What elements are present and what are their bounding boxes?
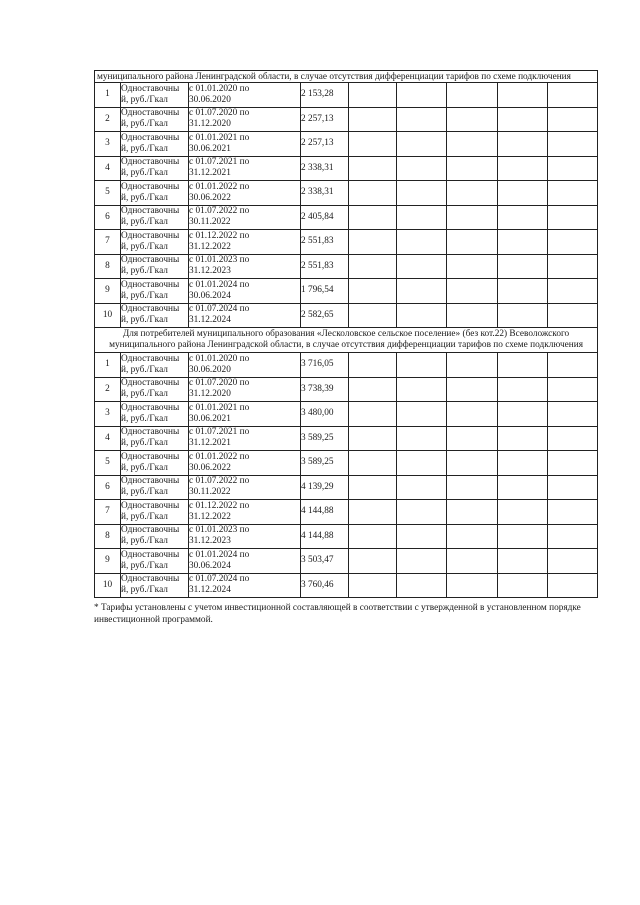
period-start-line: с 01.01.2020 по (189, 83, 250, 94)
period-start-line: с 01.01.2021 по (189, 402, 250, 413)
empty-cell (349, 549, 397, 574)
empty-cell (498, 475, 548, 500)
row-number-cell: 1 (95, 353, 121, 378)
table-row (95, 573, 598, 598)
period-cell (189, 524, 301, 549)
period-start-line: с 01.07.2022 по (189, 206, 250, 217)
period-end-line: 30.06.2020 (189, 94, 231, 105)
section-1-header (95, 71, 598, 83)
empty-cell (397, 303, 447, 328)
empty-cell (397, 132, 447, 157)
tariff-type-cell (121, 132, 189, 157)
row-number-cell: 10 (95, 303, 121, 328)
tariff-type-line: Одноставочны (121, 230, 180, 241)
tariff-type-cell (121, 205, 189, 230)
period-end-line: 31.12.2020 (189, 119, 231, 130)
period-cell (189, 279, 301, 304)
tariff-type-line: Одноставочны (121, 476, 180, 487)
empty-cell (498, 132, 548, 157)
tariff-unit-line: й, руб./Гкал (121, 119, 168, 130)
tariff-unit-line: й, руб./Гкал (121, 462, 168, 473)
tariff-type-line: Одноставочны (121, 549, 180, 560)
row-number-cell: 8 (95, 254, 121, 279)
empty-cell (447, 230, 498, 255)
empty-cell (548, 303, 598, 328)
tariff-type-line: Одноставочны (121, 451, 180, 462)
period-cell (189, 132, 301, 157)
tariff-value-cell: 3 503,47 (301, 549, 349, 574)
period-cell (189, 156, 301, 181)
tariff-value-cell: 3 589,25 (301, 451, 349, 476)
empty-cell (548, 132, 598, 157)
tariff-unit-line: й, руб./Гкал (121, 511, 168, 522)
tariff-type-line: Одноставочны (121, 157, 180, 168)
empty-cell (397, 353, 447, 378)
empty-cell (397, 426, 447, 451)
empty-cell (498, 353, 548, 378)
tariff-value-cell: 4 144,88 (301, 500, 349, 525)
empty-cell (548, 451, 598, 476)
tariff-unit-line: й, руб./Гкал (121, 266, 168, 277)
period-end-line: 31.12.2024 (189, 585, 231, 596)
tariff-type-cell (121, 279, 189, 304)
empty-cell (498, 156, 548, 181)
period-start-line: с 01.07.2022 по (189, 476, 250, 487)
empty-cell (447, 107, 498, 132)
tariff-type-line: Одноставочны (121, 378, 180, 389)
table-row (95, 353, 598, 378)
tariff-type-cell (121, 426, 189, 451)
tariff-type-cell (121, 524, 189, 549)
empty-cell (498, 377, 548, 402)
tariff-unit-line: й, руб./Гкал (121, 241, 168, 252)
empty-cell (498, 451, 548, 476)
empty-cell (397, 230, 447, 255)
row-number-cell: 2 (95, 107, 121, 132)
empty-cell (498, 573, 548, 598)
tariff-type-line: Одноставочны (121, 108, 180, 119)
period-end-line: 31.12.2023 (189, 536, 231, 547)
period-cell (189, 475, 301, 500)
empty-cell (548, 573, 598, 598)
empty-cell (349, 426, 397, 451)
empty-cell (548, 524, 598, 549)
tariff-type-line: Одноставочны (121, 353, 180, 364)
tariff-type-cell (121, 156, 189, 181)
empty-cell (447, 500, 498, 525)
period-end-line: 30.06.2024 (189, 560, 231, 571)
section-header-line: муниципального района Ленинградской области, в случае отсутствия дифференциации тарифов по схеме подключения (109, 340, 583, 350)
period-start-line: с 01.01.2020 по (189, 353, 250, 364)
empty-cell (397, 107, 447, 132)
period-cell (189, 353, 301, 378)
period-start-line: с 01.07.2024 по (189, 304, 250, 315)
table-row (95, 83, 598, 108)
empty-cell (349, 353, 397, 378)
empty-cell (498, 83, 548, 108)
period-cell (189, 573, 301, 598)
table-row (95, 426, 598, 451)
empty-cell (397, 500, 447, 525)
empty-cell (447, 475, 498, 500)
period-end-line: 31.12.2022 (189, 511, 231, 522)
period-start-line: с 01.12.2022 по (189, 500, 250, 511)
empty-cell (349, 573, 397, 598)
empty-cell (447, 549, 498, 574)
period-cell (189, 205, 301, 230)
empty-cell (397, 402, 447, 427)
empty-cell (548, 205, 598, 230)
empty-cell (349, 132, 397, 157)
section-2-header (95, 328, 598, 353)
tariff-type-line: Одноставочны (121, 304, 180, 315)
period-start-line: с 01.12.2022 по (189, 230, 250, 241)
tariff-value-cell: 2 405,84 (301, 205, 349, 230)
row-number-cell: 7 (95, 230, 121, 255)
empty-cell (548, 402, 598, 427)
empty-cell (447, 377, 498, 402)
row-number-cell: 6 (95, 475, 121, 500)
tariff-type-line: Одноставочны (121, 132, 180, 143)
empty-cell (498, 181, 548, 206)
tariff-unit-line: й, руб./Гкал (121, 290, 168, 301)
empty-cell (349, 230, 397, 255)
tariff-type-cell (121, 500, 189, 525)
tariff-unit-line: й, руб./Гкал (121, 192, 168, 203)
tariff-value-cell: 2 257,13 (301, 107, 349, 132)
tariff-type-line: Одноставочны (121, 255, 180, 266)
tariff-value-cell: 4 139,29 (301, 475, 349, 500)
tariff-type-cell (121, 254, 189, 279)
row-number-cell: 9 (95, 549, 121, 574)
table-row (95, 524, 598, 549)
table-row (95, 377, 598, 402)
table-row (95, 156, 598, 181)
empty-cell (349, 279, 397, 304)
empty-cell (548, 83, 598, 108)
empty-cell (397, 377, 447, 402)
tariff-unit-line: й, руб./Гкал (121, 585, 168, 596)
empty-cell (397, 254, 447, 279)
empty-cell (447, 279, 498, 304)
period-end-line: 30.11.2022 (189, 217, 231, 228)
empty-cell (349, 524, 397, 549)
tariff-value-cell: 2 153,28 (301, 83, 349, 108)
empty-cell (548, 279, 598, 304)
period-start-line: с 01.07.2020 по (189, 108, 250, 119)
period-end-line: 30.06.2024 (189, 290, 231, 301)
empty-cell (397, 156, 447, 181)
empty-cell (498, 279, 548, 304)
empty-cell (397, 451, 447, 476)
empty-cell (397, 205, 447, 230)
tariff-type-line: Одноставочны (121, 279, 180, 290)
period-cell (189, 303, 301, 328)
empty-cell (548, 156, 598, 181)
section-header-cell (95, 71, 598, 83)
row-number-cell: 1 (95, 83, 121, 108)
period-start-line: с 01.07.2024 по (189, 574, 250, 585)
tariff-unit-line: й, руб./Гкал (121, 560, 168, 571)
row-number-cell: 4 (95, 426, 121, 451)
empty-cell (447, 181, 498, 206)
empty-cell (349, 377, 397, 402)
tariff-unit-line: й, руб./Гкал (121, 94, 168, 105)
period-start-line: с 01.01.2022 по (189, 181, 250, 192)
empty-cell (397, 573, 447, 598)
empty-cell (397, 83, 447, 108)
tariff-unit-line: й, руб./Гкал (121, 487, 168, 498)
row-number-cell: 4 (95, 156, 121, 181)
empty-cell (447, 303, 498, 328)
tariff-value-cell: 3 760,46 (301, 573, 349, 598)
tariff-value-cell: 2 257,13 (301, 132, 349, 157)
tariff-type-cell (121, 181, 189, 206)
table-row (95, 107, 598, 132)
tariff-value-cell: 2 338,31 (301, 156, 349, 181)
empty-cell (548, 426, 598, 451)
row-number-cell: 6 (95, 205, 121, 230)
footnote: * Тарифы установлены с учетом инвестиционной составляющей в соответствии с утвержденной в установленном порядке инвестиционной программой. (94, 603, 581, 625)
period-end-line: 31.12.2021 (189, 168, 231, 179)
empty-cell (548, 181, 598, 206)
table-row (95, 402, 598, 427)
tariff-table (94, 70, 598, 598)
section-header-cell (95, 328, 598, 353)
tariff-type-line: Одноставочны (121, 500, 180, 511)
tariff-unit-line: й, руб./Гкал (121, 168, 168, 179)
period-end-line: 30.06.2022 (189, 462, 231, 473)
row-number-cell: 10 (95, 573, 121, 598)
tariff-unit-line: й, руб./Гкал (121, 143, 168, 154)
period-cell (189, 254, 301, 279)
empty-cell (447, 205, 498, 230)
tariff-value-cell: 3 480,00 (301, 402, 349, 427)
period-start-line: с 01.07.2020 по (189, 378, 250, 389)
empty-cell (397, 475, 447, 500)
empty-cell (447, 353, 498, 378)
empty-cell (447, 426, 498, 451)
period-end-line: 30.06.2020 (189, 364, 231, 375)
tariff-unit-line: й, руб./Гкал (121, 413, 168, 424)
empty-cell (447, 254, 498, 279)
tariff-type-cell (121, 107, 189, 132)
period-cell (189, 107, 301, 132)
period-end-line: 31.12.2022 (189, 241, 231, 252)
empty-cell (397, 279, 447, 304)
empty-cell (548, 353, 598, 378)
empty-cell (447, 573, 498, 598)
tariff-value-cell: 2 338,31 (301, 181, 349, 206)
period-cell (189, 83, 301, 108)
empty-cell (498, 107, 548, 132)
period-end-line: 31.12.2024 (189, 315, 231, 326)
empty-cell (349, 254, 397, 279)
tariff-value-cell: 3 716,05 (301, 353, 349, 378)
row-number-cell: 5 (95, 451, 121, 476)
period-end-line: 31.12.2023 (189, 266, 231, 277)
table-row (95, 254, 598, 279)
empty-cell (498, 303, 548, 328)
table-row (95, 205, 598, 230)
tariff-value-cell: 2 582,65 (301, 303, 349, 328)
table-row (95, 549, 598, 574)
empty-cell (498, 402, 548, 427)
empty-cell (498, 230, 548, 255)
empty-cell (498, 524, 548, 549)
empty-cell (498, 426, 548, 451)
section-header-line: муниципального района Ленинградской области, в случае отсутствия дифференциации тарифов по схеме подключения (97, 71, 571, 82)
empty-cell (349, 181, 397, 206)
tariff-table-body (95, 71, 598, 598)
tariff-unit-line: й, руб./Гкал (121, 315, 168, 326)
empty-cell (548, 500, 598, 525)
period-cell (189, 181, 301, 206)
row-number-cell: 3 (95, 402, 121, 427)
table-row (95, 451, 598, 476)
tariff-type-cell (121, 353, 189, 378)
period-start-line: с 01.01.2021 по (189, 132, 250, 143)
period-cell (189, 377, 301, 402)
empty-cell (548, 475, 598, 500)
section-header-line: Для потребителей муниципального образования «Лесколовское сельское поселение» (без кот.22) Всеволожского (122, 329, 570, 339)
tariff-unit-line: й, руб./Гкал (121, 438, 168, 449)
empty-cell (548, 377, 598, 402)
empty-cell (447, 524, 498, 549)
period-start-line: с 01.01.2023 по (189, 255, 250, 266)
tariff-value-cell: 3 589,25 (301, 426, 349, 451)
empty-cell (349, 156, 397, 181)
period-cell (189, 500, 301, 525)
period-cell (189, 230, 301, 255)
period-start-line: с 01.01.2023 по (189, 525, 250, 536)
tariff-value-cell: 2 551,83 (301, 254, 349, 279)
period-cell (189, 402, 301, 427)
row-number-cell: 3 (95, 132, 121, 157)
table-row (95, 279, 598, 304)
empty-cell (349, 500, 397, 525)
empty-cell (447, 451, 498, 476)
period-start-line: с 01.01.2024 по (189, 279, 250, 290)
period-start-line: с 01.07.2021 по (189, 157, 250, 168)
tariff-type-line: Одноставочны (121, 574, 180, 585)
empty-cell (498, 549, 548, 574)
empty-cell (397, 181, 447, 206)
empty-cell (349, 475, 397, 500)
tariff-unit-line: й, руб./Гкал (121, 389, 168, 400)
table-row (95, 475, 598, 500)
tariff-unit-line: й, руб./Гкал (121, 364, 168, 375)
tariff-type-cell (121, 451, 189, 476)
period-cell (189, 451, 301, 476)
tariff-type-cell (121, 402, 189, 427)
empty-cell (349, 107, 397, 132)
tariff-type-line: Одноставочны (121, 83, 180, 94)
period-end-line: 31.12.2021 (189, 438, 231, 449)
period-end-line: 30.06.2022 (189, 192, 231, 203)
tariff-type-line: Одноставочны (121, 181, 180, 192)
empty-cell (548, 549, 598, 574)
tariff-unit-line: й, руб./Гкал (121, 217, 168, 228)
empty-cell (447, 156, 498, 181)
empty-cell (349, 303, 397, 328)
row-number-cell: 2 (95, 377, 121, 402)
table-row (95, 132, 598, 157)
tariff-type-cell (121, 377, 189, 402)
empty-cell (498, 254, 548, 279)
tariff-value-cell: 4 144,88 (301, 524, 349, 549)
empty-cell (548, 254, 598, 279)
period-start-line: с 01.07.2021 по (189, 427, 250, 438)
period-cell (189, 549, 301, 574)
empty-cell (349, 83, 397, 108)
period-end-line: 31.12.2020 (189, 389, 231, 400)
empty-cell (447, 132, 498, 157)
tariff-type-cell (121, 83, 189, 108)
period-start-line: с 01.01.2022 по (189, 451, 250, 462)
period-end-line: 30.06.2021 (189, 143, 231, 154)
tariff-type-line: Одноставочны (121, 427, 180, 438)
row-number-cell: 9 (95, 279, 121, 304)
period-start-line: с 01.01.2024 по (189, 549, 250, 560)
tariff-value-cell: 2 551,83 (301, 230, 349, 255)
tariff-unit-line: й, руб./Гкал (121, 536, 168, 547)
tariff-type-cell (121, 230, 189, 255)
empty-cell (498, 205, 548, 230)
tariff-type-line: Одноставочны (121, 206, 180, 217)
empty-cell (349, 402, 397, 427)
empty-cell (397, 549, 447, 574)
tariff-type-line: Одноставочны (121, 525, 180, 536)
table-row (95, 181, 598, 206)
tariff-type-cell (121, 573, 189, 598)
period-cell (189, 426, 301, 451)
tariff-type-line: Одноставочны (121, 402, 180, 413)
empty-cell (349, 451, 397, 476)
tariff-value-cell: 1 796,54 (301, 279, 349, 304)
tariff-type-cell (121, 475, 189, 500)
row-number-cell: 7 (95, 500, 121, 525)
row-number-cell: 8 (95, 524, 121, 549)
empty-cell (548, 107, 598, 132)
empty-cell (447, 83, 498, 108)
tariff-type-cell (121, 549, 189, 574)
table-row (95, 230, 598, 255)
empty-cell (498, 500, 548, 525)
tariff-type-cell (121, 303, 189, 328)
period-end-line: 30.06.2021 (189, 413, 231, 424)
empty-cell (349, 205, 397, 230)
empty-cell (397, 524, 447, 549)
empty-cell (548, 230, 598, 255)
row-number-cell: 5 (95, 181, 121, 206)
table-row (95, 303, 598, 328)
table-row (95, 500, 598, 525)
period-end-line: 30.11.2022 (189, 487, 231, 498)
empty-cell (447, 402, 498, 427)
tariff-value-cell: 3 738,39 (301, 377, 349, 402)
